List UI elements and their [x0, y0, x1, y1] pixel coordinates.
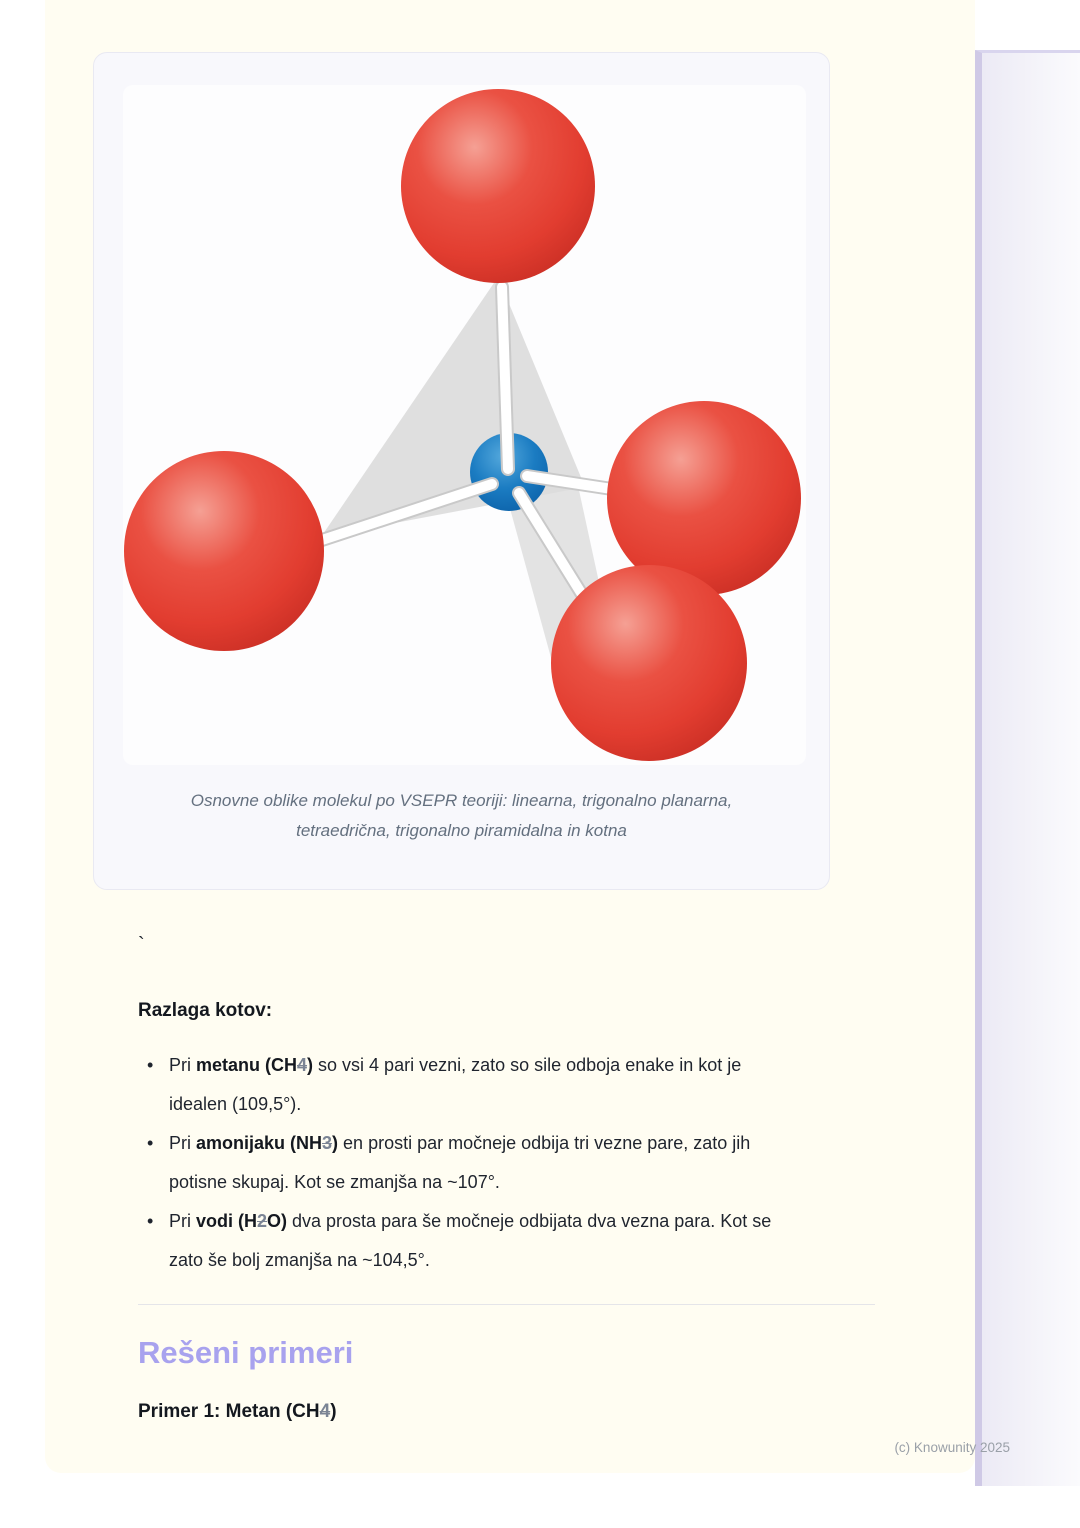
angles-heading: Razlaga kotov: — [138, 1000, 273, 1021]
copyright-watermark: (c) Knowunity 2025 — [894, 1440, 1010, 1455]
list-item-text: Pri vodi (H2O) dva prosta para še močneje odbijata dva vezna para. Kot se zato še bolj zmanjša na ~104,5°. — [169, 1211, 772, 1270]
section-divider — [138, 1304, 875, 1305]
figure-caption-line: tetraedrična, trigonalno piramidalna in kotna — [296, 821, 627, 840]
molecule-illustration — [123, 85, 806, 765]
list-item-text: Pri metanu (CH4) so vsi 4 pari vezni, zato so sile odboja enake in kot je idealen (109,5°). — [169, 1055, 742, 1114]
list-item-text: Pri amonijaku (NH3) en prosti par močneje odbija tri vezne pare, zato jih potisne skupaj. Kot se zmanjša na ~107°. — [169, 1133, 751, 1192]
bullet-icon: • — [147, 1055, 154, 1075]
stray-backtick: ` — [138, 934, 145, 956]
document-page — [45, 0, 975, 1473]
molecule-figure-panel — [123, 85, 806, 765]
outer-atom-left — [124, 451, 324, 651]
list-item — [138, 1202, 875, 1280]
outer-atom-bottom — [551, 565, 747, 761]
list-item — [138, 1046, 875, 1124]
bullet-icon: • — [147, 1211, 154, 1231]
figure-card — [93, 52, 830, 890]
example-heading: Primer 1: Metan (CH4) — [138, 1401, 337, 1422]
angles-list — [138, 1046, 875, 1280]
section-heading: Rešeni primeri — [138, 1335, 354, 1370]
right-scrollbar[interactable] — [975, 50, 1080, 1486]
outer-atom-top — [401, 89, 595, 283]
list-item — [138, 1124, 875, 1202]
figure-caption-line: Osnovne oblike molekul po VSEPR teoriji: linearna, trigonalno planarna, — [190, 791, 733, 810]
figure-caption — [94, 786, 829, 846]
bullet-icon: • — [147, 1133, 154, 1153]
